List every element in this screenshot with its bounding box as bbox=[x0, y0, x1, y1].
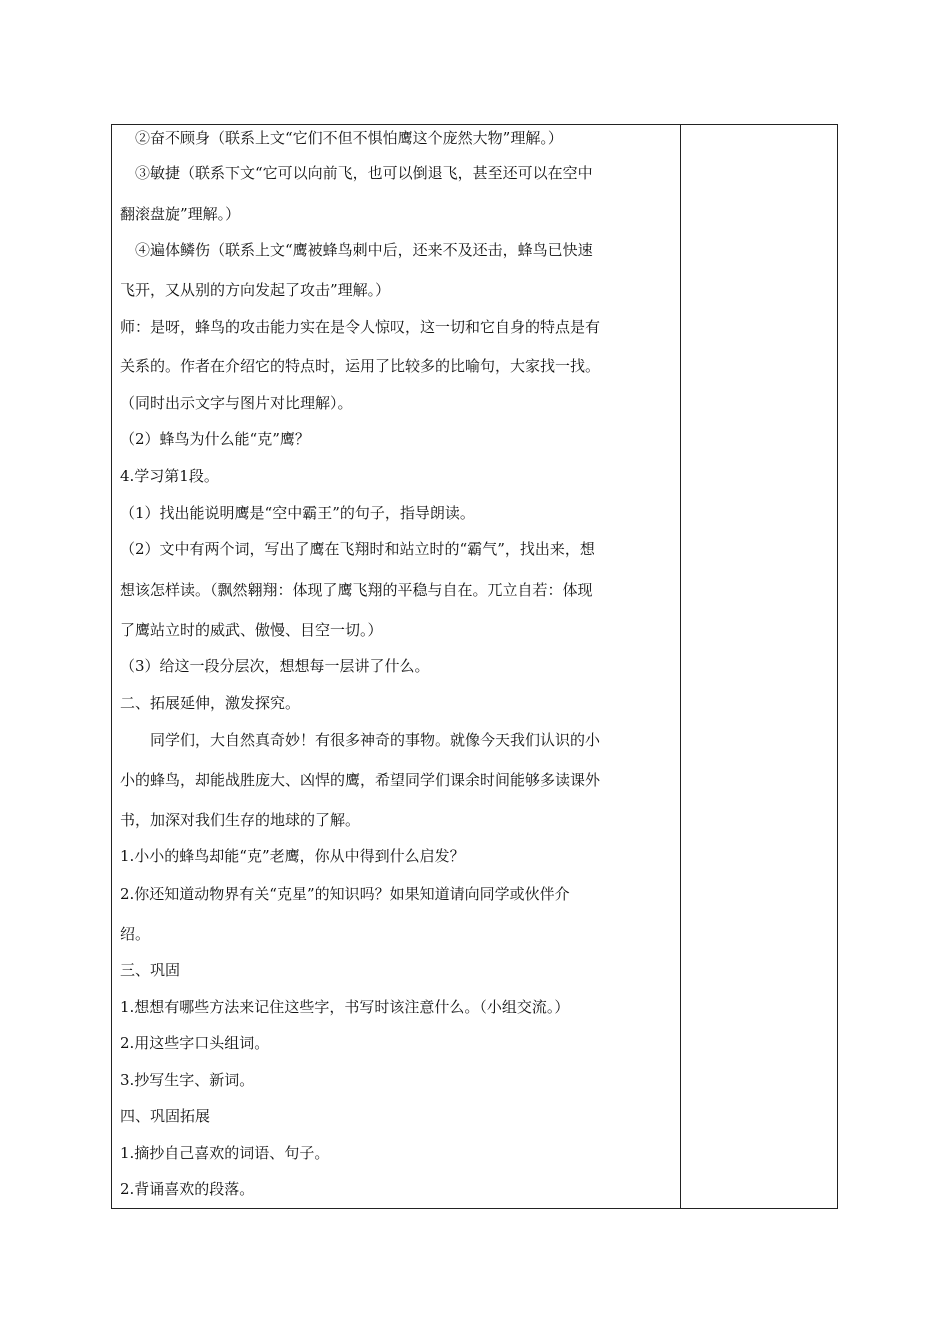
text-line: 4.学习第1段。 bbox=[120, 467, 219, 485]
text-line: 1.想想有哪些方法来记住这些字，书写时该注意什么。（小组交流。） bbox=[120, 998, 570, 1016]
text-line: （同时出示文字与图片对比理解）。 bbox=[120, 394, 353, 412]
text-line: 1.摘抄自己喜欢的词语、句子。 bbox=[120, 1144, 330, 1162]
lesson-table bbox=[111, 124, 838, 1209]
text-line: 绍。 bbox=[120, 925, 151, 943]
text-line: 书，加深对我们生存的地球的了解。 bbox=[120, 811, 361, 829]
text-line: 三、巩固 bbox=[120, 961, 181, 979]
text-line: （1）找出能说明鹰是“空中霸王”的句子，指导朗读。 bbox=[120, 504, 475, 522]
text-line: （3）给这一段分层次，想想每一层讲了什么。 bbox=[120, 657, 430, 675]
text-line: 关系的。作者在介绍它的特点时，运用了比较多的比喻句，大家找一找。 bbox=[120, 357, 601, 375]
text-line: 了鹰站立时的威武、傲慢、目空一切。） bbox=[120, 621, 383, 639]
text-line: ②奋不顾身（联系上文“它们不但不惧怕鹰这个庞然大物”理解。） bbox=[120, 129, 563, 147]
text-line: 师：是呀，蜂鸟的攻击能力实在是令人惊叹，这一切和它自身的特点是有 bbox=[120, 318, 601, 336]
text-line: 四、巩固拓展 bbox=[120, 1107, 211, 1125]
text-line: 小的蜂鸟，却能战胜庞大、凶悍的鹰，希望同学们课余时间能够多读课外 bbox=[120, 771, 601, 789]
notes-cell bbox=[681, 125, 837, 1208]
text-line: （2）文中有两个词，写出了鹰在飞翔时和站立时的“霸气”，找出来，想 bbox=[120, 540, 595, 558]
text-line: 翻滚盘旋”理解。） bbox=[120, 205, 241, 223]
text-line: 1.小小的蜂鸟却能“克”老鹰，你从中得到什么启发？ bbox=[120, 847, 465, 865]
text-line: 2.你还知道动物界有关“克星”的知识吗？如果知道请向同学或伙伴介 bbox=[120, 885, 570, 903]
text-line: 3.抄写生字、新词。 bbox=[120, 1071, 255, 1089]
text-line: 飞开，又从别的方向发起了攻击”理解。） bbox=[120, 281, 391, 299]
text-line: 二、拓展延伸，激发探究。 bbox=[120, 694, 301, 712]
text-line: 2.背诵喜欢的段落。 bbox=[120, 1180, 255, 1198]
text-line: 2.用这些字口头组词。 bbox=[120, 1034, 270, 1052]
text-line: ③敏捷（联系下文“它可以向前飞，也可以倒退飞，甚至还可以在空中 bbox=[120, 164, 593, 182]
text-line: 同学们，大自然真奇妙！有很多神奇的事物。就像今天我们认识的小 bbox=[120, 731, 601, 749]
text-line: 想该怎样读。（飘然翱翔：体现了鹰飞翔的平稳与自在。兀立自若：体现 bbox=[120, 581, 593, 599]
text-line: （2）蜂鸟为什么能“克”鹰？ bbox=[120, 430, 310, 448]
text-line: ④遍体鳞伤（联系上文“鹰被蜂鸟刺中后，还来不及还击，蜂鸟已快速 bbox=[120, 241, 593, 259]
